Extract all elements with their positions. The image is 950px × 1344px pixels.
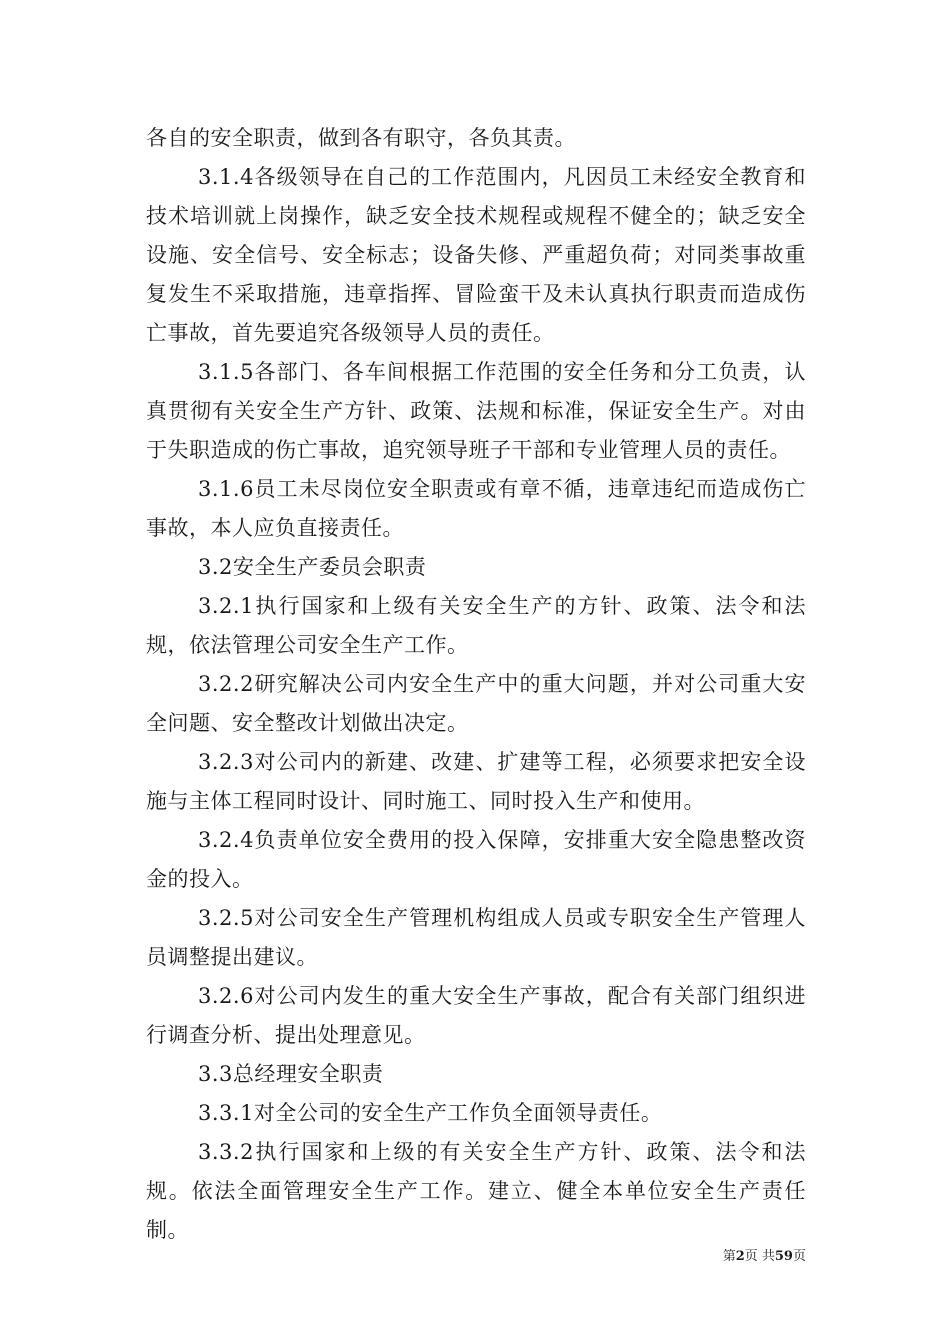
paragraph: 3.2.5对公司安全生产管理机构组成人员或专职安全生产管理人员调整提出建议。 [146, 906, 806, 969]
paragraph: 3.1.6员工未尽岗位安全职责或有章不循，违章违纪而造成伤亡事故，本人应负直接责任。 [146, 477, 806, 540]
total-pages: 59 [774, 1249, 793, 1264]
paragraph: 3.3.1对全公司的安全生产工作负全面领导责任。 [198, 1101, 663, 1125]
page-prefix: 第 [722, 1249, 736, 1264]
paragraph: 3.1.5各部门、各车间根据工作范围的安全任务和分工负责，认真贯彻有关安全生产方针、政策、法规和标准，保证安全生产。对由于失职造成的伤亡事故，追究领导班子干部和专业管理人员的责任。 [146, 360, 806, 462]
paragraph: 3.2.6对公司内发生的重大安全生产事故，配合有关部门组织进行调查分析、提出处理意见。 [146, 984, 806, 1047]
paragraph: 3.3.2执行国家和上级的有关安全生产方针、政策、法令和法规。依法全面管理安全生产工作。建立、健全本单位安全生产责任制。 [146, 1140, 806, 1242]
page-middle: 页 共 [744, 1249, 775, 1264]
paragraph: 3.2.3对公司内的新建、改建、扩建等工程，必须要求把安全设施与主体工程同时设计、同时施工、同时投入生产和使用。 [146, 750, 806, 813]
paragraph: 3.2.4负责单位安全费用的投入保障，安排重大安全隐患整改资金的投入。 [146, 828, 806, 891]
paragraph: 3.2.1执行国家和上级有关安全生产的方针、政策、法令和法规，依法管理公司安全生产工作。 [146, 594, 806, 657]
paragraph: 3.1.4各级领导在自己的工作范围内，凡因员工未经安全教育和技术培训就上岗操作，缺乏安全技术规程或规程不健全的；缺乏安全设施、安全信号、安全标志；设备失修、严重超负荷；对同类事故重复发生不采取措施，违章指挥、冒险蛮干及未认真执行职责而造成伤亡事故，首先要追究各级领导人员的责任。 [146, 165, 806, 345]
current-page: 2 [735, 1249, 745, 1264]
page-suffix: 页 [792, 1249, 806, 1264]
section-heading: 3.3总经理安全职责 [198, 1062, 384, 1086]
paragraph: 各自的安全职责，做到各有职守，各负其责。 [146, 126, 576, 150]
paragraph: 3.2.2研究解决公司内安全生产中的重大问题，并对公司重大安全问题、安全整改计划做出决定。 [146, 672, 806, 735]
section-heading: 3.2安全生产委员会职责 [198, 555, 427, 579]
page-number [723, 1249, 806, 1265]
document-body [0, 119, 950, 1250]
